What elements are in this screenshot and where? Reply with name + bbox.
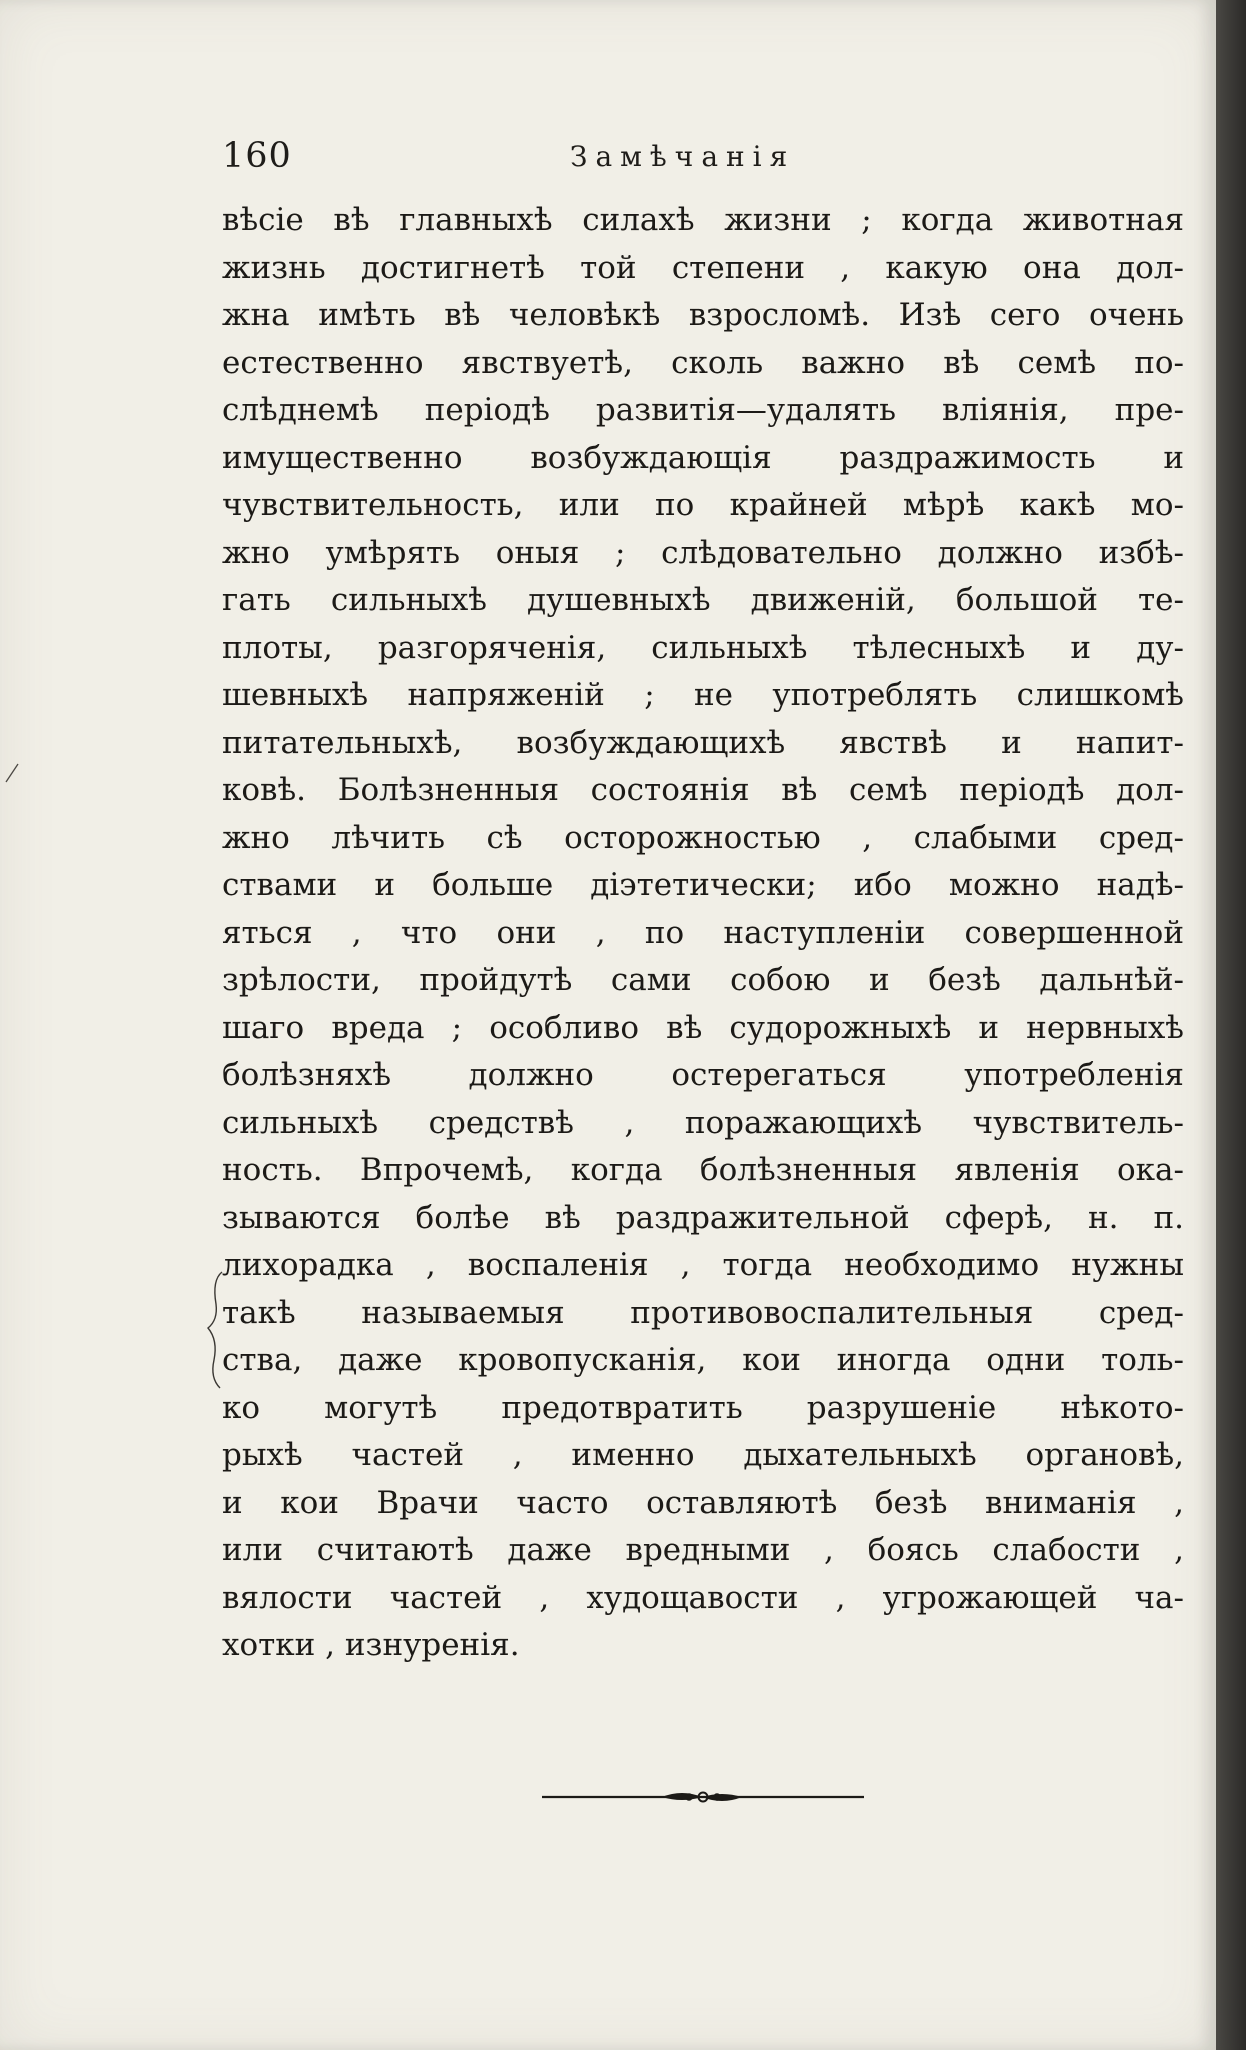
- text-line: ко могутѣ предотвратить разрушеніе нѣкото-: [222, 1389, 1184, 1426]
- text-line: чувствительность, или по крайней мѣрѣ какѣ мо-: [222, 487, 1184, 523]
- text-line: ствами и больше діэтетически; ибо можно надѣ-: [222, 867, 1184, 903]
- text-line: яться , что они , по наступленіи совершенной: [222, 914, 1184, 951]
- end-ornament: [542, 1783, 864, 1811]
- text-line: такѣ называемыя противовоспалительныя сред-: [222, 1294, 1184, 1331]
- text-line: жна имѣть вѣ человѣкѣ взросломѣ. Изѣ сего очень: [222, 297, 1184, 333]
- text-line: жно умѣрять оныя ; слѣдовательно должно избѣ-: [222, 534, 1184, 571]
- text-line: жно лѣчить сѣ осторожностью , слабыми сред-: [222, 819, 1184, 856]
- text-line: имущественно возбуждающія раздражимость и: [222, 439, 1184, 476]
- text-line: хотки , изнуренія.: [222, 1627, 520, 1663]
- page-number: 160: [222, 136, 292, 176]
- text-line: плоты, разгоряченія, сильныхѣ тѣлесныхѣ и ду-: [222, 629, 1184, 666]
- text-line: ства, даже кровопусканія, кои иногда одни толь-: [222, 1342, 1184, 1378]
- page-edge-shadow: [1216, 0, 1246, 2050]
- text-line: шаго вреда ; особливо вѣ судорожныхѣ и нервныхѣ: [222, 1009, 1184, 1046]
- text-line: или считаютѣ даже вредными , боясь слабости ,: [222, 1532, 1184, 1568]
- text-line: зрѣлости, пройдутѣ сами собою и безѣ дальнѣй-: [222, 962, 1184, 998]
- margin-bracket-mark: [198, 1270, 228, 1390]
- running-head: [222, 136, 1184, 186]
- text-line: шевныхѣ напряженій ; не употреблять слишкомѣ: [222, 677, 1184, 713]
- text-line: естественно явствуетѣ, сколь важно вѣ семѣ по-: [222, 344, 1184, 381]
- body-text: [222, 197, 1184, 1670]
- text-line: зываются болѣе вѣ раздражительной сферѣ, н. п.: [222, 1199, 1184, 1236]
- text-line: лихорадка , воспаленія , тогда необходимо нужны: [222, 1247, 1184, 1283]
- text-line: сильныхѣ средствѣ , поражающихѣ чувствитель-: [222, 1104, 1184, 1141]
- text-line: и кои Врачи часто оставляютѣ безѣ вниманія ,: [222, 1484, 1184, 1521]
- text-line: ковѣ. Болѣзненныя состоянія вѣ семѣ періодѣ дол-: [222, 772, 1184, 808]
- margin-tick-mark: [2, 760, 22, 790]
- text-line: слѣднемѣ періодѣ развитія—удалять вліянія, пре-: [222, 392, 1184, 428]
- text-line: гать сильныхѣ душевныхѣ движеній, большой те-: [222, 582, 1184, 618]
- text-line: питательныхѣ, возбуждающихѣ явствѣ и напит-: [222, 724, 1184, 761]
- text-line: вѣсіе вѣ главныхѣ силахѣ жизни ; когда животная: [222, 202, 1184, 238]
- running-title: Замѣчанія: [570, 140, 796, 173]
- text-line: болѣзняхѣ должно остерегаться употребленія: [222, 1057, 1184, 1093]
- text-line: рыхѣ частей , именно дыхательныхѣ органовѣ,: [222, 1437, 1184, 1473]
- text-line: ность. Впрочемѣ, когда болѣзненныя явленія ока-: [222, 1152, 1184, 1188]
- text-line: жизнь достигнетѣ той степени , какую она дол-: [222, 249, 1184, 286]
- text-line: вялости частей , худощавости , угрожающей ча-: [222, 1579, 1184, 1616]
